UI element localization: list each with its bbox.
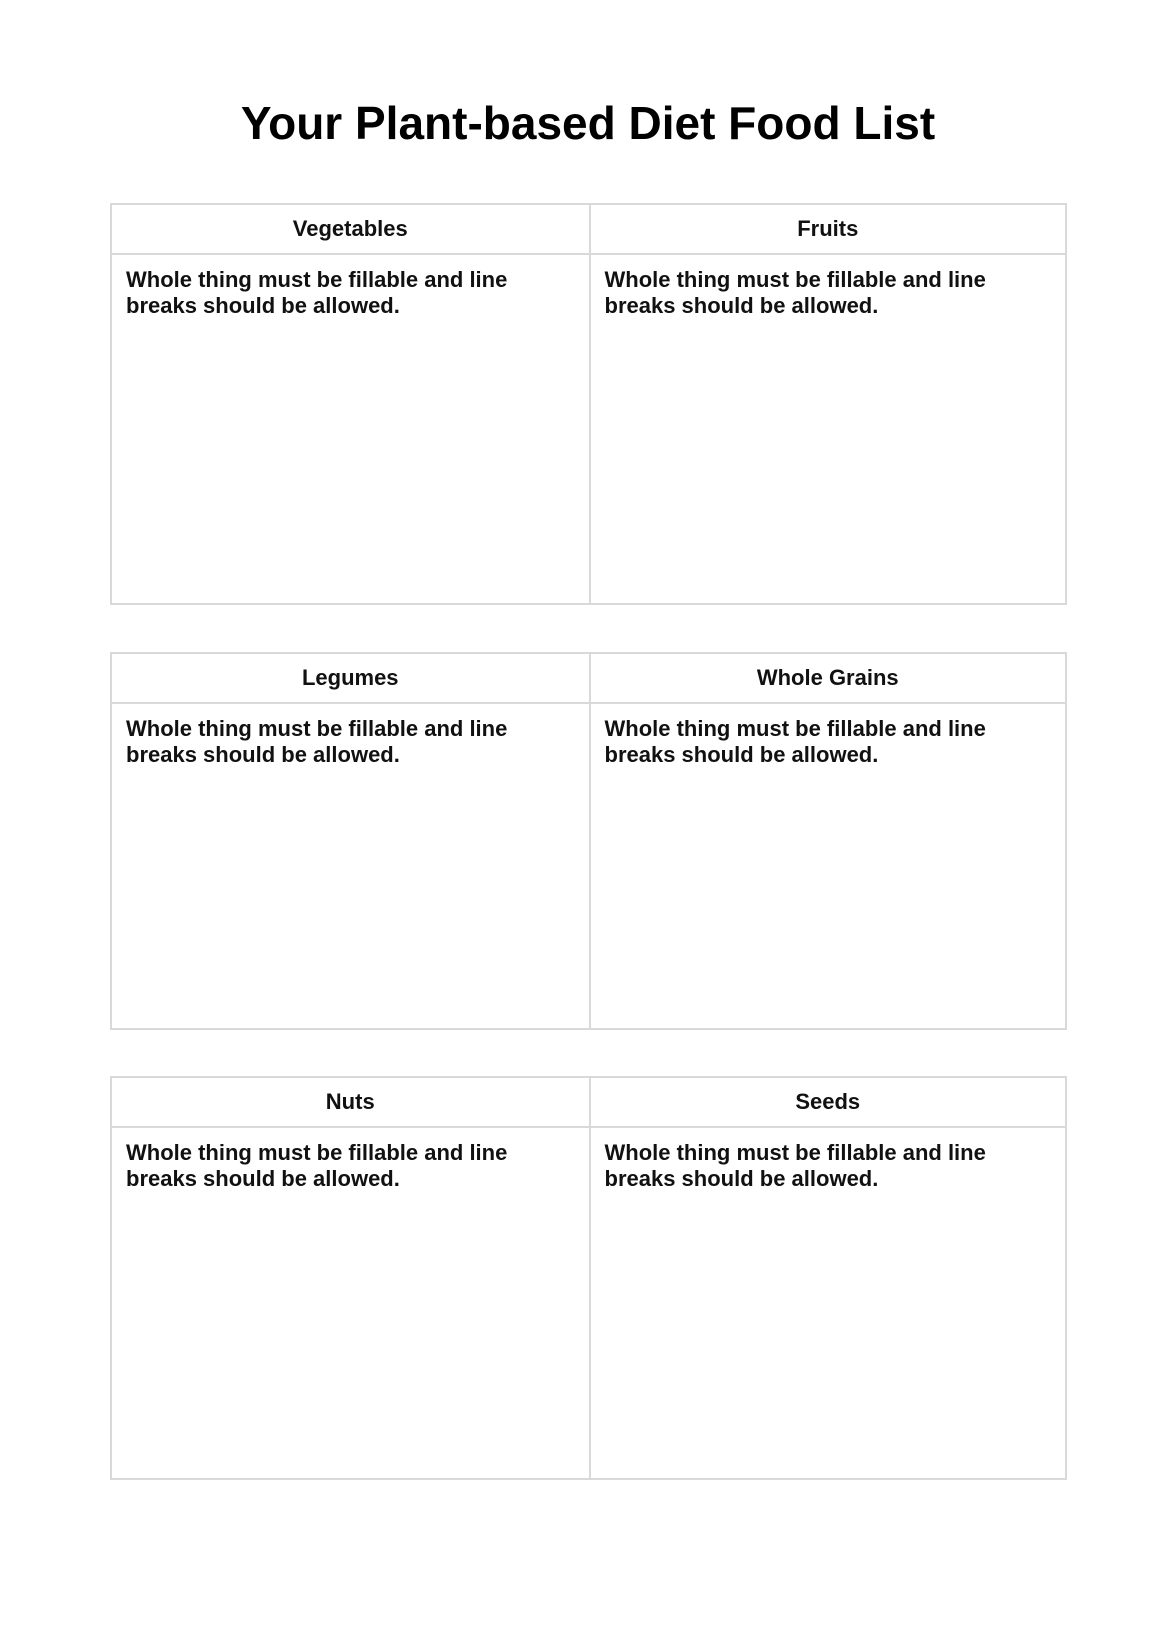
vegetables-field[interactable]: Whole thing must be fillable and line breaks should be allowed. xyxy=(126,267,514,318)
legumes-header: Legumes xyxy=(112,654,589,704)
legumes-column xyxy=(112,654,589,1028)
nuts-field[interactable]: Whole thing must be fillable and line breaks should be allowed. xyxy=(126,1140,514,1191)
seeds-field[interactable]: Whole thing must be fillable and line breaks should be allowed. xyxy=(604,1140,992,1191)
nuts-header: Nuts xyxy=(112,1078,589,1128)
fruits-field[interactable]: Whole thing must be fillable and line breaks should be allowed. xyxy=(604,267,992,318)
legumes-field[interactable]: Whole thing must be fillable and line breaks should be allowed. xyxy=(126,716,514,767)
fruits-header: Fruits xyxy=(591,205,1066,255)
vegetables-column xyxy=(112,205,589,603)
whole-grains-header: Whole Grains xyxy=(591,654,1066,704)
whole-grains-field[interactable]: Whole thing must be fillable and line breaks should be allowed. xyxy=(604,716,992,767)
vegetables-header: Vegetables xyxy=(112,205,589,255)
fruits-column xyxy=(589,205,1066,603)
food-table-nuts-seeds xyxy=(110,1076,1067,1480)
seeds-header: Seeds xyxy=(591,1078,1066,1128)
whole-grains-column xyxy=(589,654,1066,1028)
page-title: Your Plant-based Diet Food List xyxy=(240,97,936,149)
food-table-vegetables-fruits xyxy=(110,203,1067,605)
food-table-legumes-grains xyxy=(110,652,1067,1030)
nuts-column xyxy=(112,1078,589,1478)
seeds-column xyxy=(589,1078,1066,1478)
